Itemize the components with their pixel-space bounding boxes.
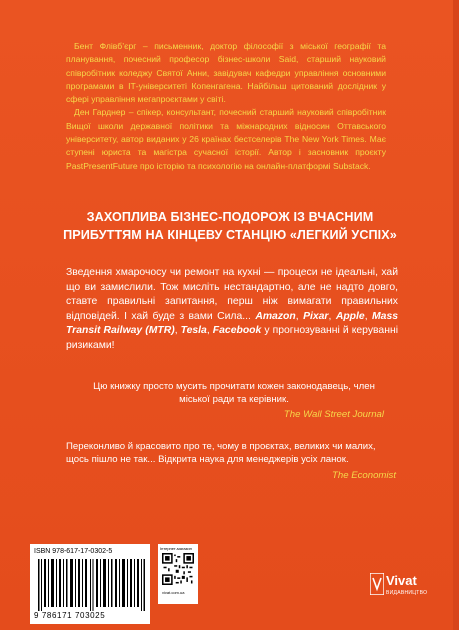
quote-source: The Economist xyxy=(332,469,396,481)
review-quote-2 xyxy=(66,440,396,482)
bio-paragraph-2: Ден Гарднер – спікер, консультант, почесний старший науковий співробітник Вищої школи державної політики та міжнародних відносин Оттавського університету, автор виданих у 26 країнах бестселерів The New York Times. Має ступені юриста та магістра сучасної історії. Автор і засновник проєкту PastPresentFuture про історію та психологію на онлайн-платформі Substack. xyxy=(66,107,386,171)
qr-code-panel[interactable] xyxy=(158,544,198,604)
separator: , xyxy=(206,325,213,336)
qr-label: Інтернет-магазин xyxy=(160,546,192,551)
blurb xyxy=(66,266,398,353)
separator: , xyxy=(364,310,373,322)
brand-facebook: Facebook xyxy=(212,325,262,336)
quote-source: The Wall Street Journal xyxy=(283,408,384,420)
brand-mtr: Mass Transit Railway (MTR) xyxy=(66,310,399,336)
spine-edge xyxy=(453,0,459,630)
barcode-digits: 9 786171 703025 xyxy=(34,611,106,620)
barcode xyxy=(30,544,150,624)
brand-tesla: Tesla xyxy=(180,325,207,336)
review-quote-1 xyxy=(84,380,384,421)
separator: , xyxy=(174,325,181,336)
publisher-name: Vivat xyxy=(386,573,417,588)
brand-apple: Apple xyxy=(335,310,365,322)
separator: , xyxy=(295,310,304,322)
bio-paragraph-1: Бент Флівб’єрг – письменник, доктор філософії з міської географії та планування, почесний професор бізнес-школи Said, старший науковий співробітник коледжу Святої Анни, завідувач кафедри управління основними програмами в ІТ-університеті Копенгагена. Найбільш цитований дослідник у сфері управління мегапроєктами у світі. xyxy=(66,41,386,105)
quote-text: Переконливо й красовито про те, чому в проєктах, великих чи малих, щось пішло не так... Відкрита наука для менеджерів усіх ланок. xyxy=(66,441,376,466)
qr-code-icon[interactable] xyxy=(162,553,194,585)
vivat-logo-icon xyxy=(370,573,384,595)
publisher-logo xyxy=(370,570,434,606)
isbn-label: ISBN 978-617-17-0302-5 xyxy=(34,548,113,555)
brand-amazon: Amazon xyxy=(255,310,296,322)
brand-pixar: Pixar xyxy=(303,310,329,322)
quote-text: Цю книжку просто мусить прочитати кожен законодавець, член міської ради та керівник. xyxy=(93,381,375,406)
publisher-subtitle: ВИДАВНИЦТВО xyxy=(386,590,428,596)
author-bio xyxy=(66,40,386,173)
qr-url: vivat.com.ua xyxy=(162,590,185,595)
barcode-bars xyxy=(38,559,146,611)
separator: , xyxy=(328,310,336,322)
headline: ЗАХОПЛИВА БІЗНЕС-ПОДОРОЖ ІЗ ВЧАСНИМ ПРИБУТТЯМ НА КІНЦЕВУ СТАНЦІЮ «ЛЕГКИЙ УСПІХ» xyxy=(63,210,397,242)
blurb-tail: у прогнозуванні й керуванні ризиками! xyxy=(66,325,398,351)
blurb-lead: Зведення хмарочосу чи ремонт на кухні — процеси не ідеальні, хай що ви замислили. Тож мисліть нестандартно, але не надто довго, ставте правильні запитання, перш ніж вимагати правильних відповідей. І хай буде з вами Сила... xyxy=(66,267,398,322)
